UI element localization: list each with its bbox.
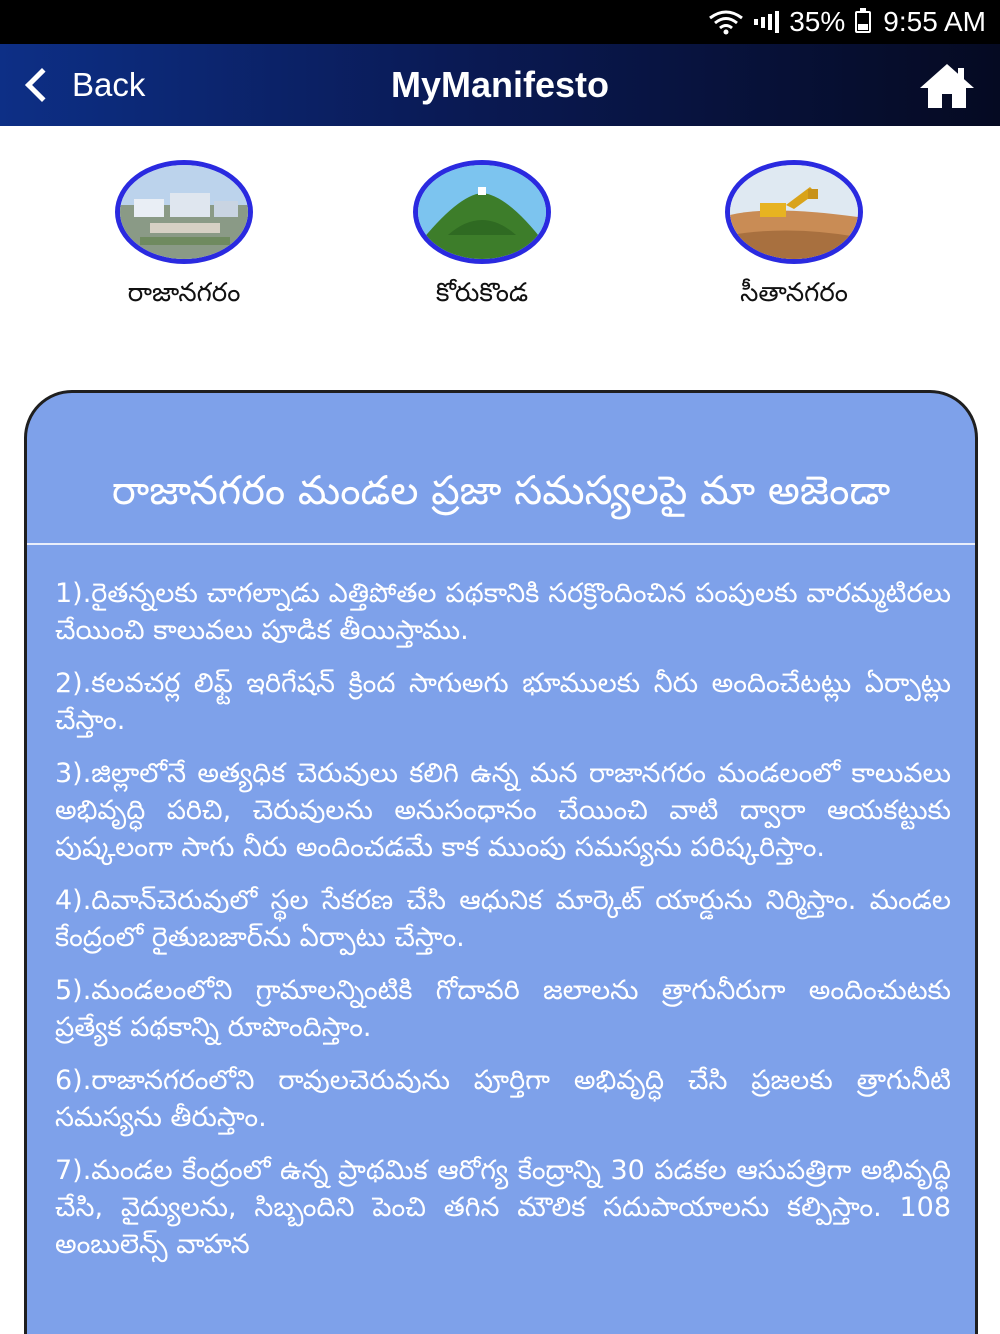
region-label: సీతానగరం (740, 278, 848, 308)
page-title: MyManifesto (390, 64, 610, 105)
region-selector (0, 160, 1000, 340)
agenda-list (27, 545, 975, 1263)
status-bar (0, 0, 1000, 44)
list-item: 3).జిల్లాలోనే అత్యధిక చెరువులు కలిగి ఉన్న మన రాజానగరం మండలంలో కాలువలు అభివృద్ధి పరిచి, చెరువులను అనుసంధానం చేయించి వాటి ద్వారా ఆయకట్టుకు పుష్కలంగా సాగు నీరు అందించడమే కాక ముంపు సమస్యను పరిష్కరిస్తాం. (55, 758, 951, 863)
list-item: 5).మండలంలోని గ్రామాలన్నింటికి గోదావరి జలాలను త్రాగునీరుగా అందించుటకు ప్రత్యేక పథకాన్ని రూపొందిస్తాం. (55, 975, 951, 1043)
back-button[interactable] (22, 44, 145, 126)
list-item: 2).కలవచర్ల లిఫ్ట్ ఇరిగేషన్ క్రింద సాగుఅగు భూములకు నీరు అందించేటట్లు ఏర్పాట్లు చేస్తాం. (55, 668, 951, 736)
home-icon (918, 62, 976, 110)
app-bar (0, 44, 1000, 126)
region-label: రాజానగరం (127, 278, 241, 308)
region-korukonda[interactable] (362, 160, 602, 314)
battery-icon (855, 11, 871, 33)
chevron-left-icon (25, 68, 59, 102)
region-image (725, 160, 863, 264)
region-label: కోరుకొండ (435, 278, 529, 308)
list-item: 7).మండల కేంద్రంలో ఉన్న ప్రాథమిక ఆరోగ్య కేంద్రాన్ని 30 పడకల ఆసుపత్రిగా అభివృద్ధి చేసి, వైద్యులను, సిబ్బందిని పెంచి తగిన మౌలిక సదుపాయాలను కల్పిస్తాం. 108 అంబులెన్స్ వాహన (55, 1155, 951, 1260)
agenda-title: రాజానగరం మండల ప్రజా సమస్యలపై మా అజెండా (111, 468, 891, 514)
battery-percent: 35% (789, 6, 846, 37)
region-image (115, 160, 253, 264)
signal-icon (754, 11, 779, 33)
region-seethanagaram[interactable] (674, 160, 914, 314)
agenda-card (24, 390, 978, 1334)
list-item: 6).రాజానగరంలోని రావులచెరువును పూర్తిగా అభివృద్ధి చేసి ప్రజలకు త్రాగునీటి సమస్యను తీరుస్తాం. (55, 1065, 951, 1133)
list-item: 1).రైతన్నలకు చాగల్నాడు ఎత్తిపోతల పథకానికి సరక్రొందించిన పంపులకు వారమ్మటిరలు చేయించి కాలువలు పూడిక తీయిస్తాము. (55, 578, 951, 646)
region-image (413, 160, 551, 264)
back-label: Back (72, 66, 146, 103)
region-rajanagaram[interactable] (64, 160, 304, 314)
list-item: 4).దివాన్‌చెరువులో స్థల సేకరణ చేసి ఆధునిక మార్కెట్ యార్డును నిర్మిస్తాం. మండల కేంద్రంలో రైతుబజార్‌ను ఏర్పాటు చేస్తాం. (55, 885, 951, 953)
clock: 9:55 AM (883, 6, 986, 37)
wifi-icon (708, 9, 744, 35)
home-button[interactable] (918, 62, 976, 110)
